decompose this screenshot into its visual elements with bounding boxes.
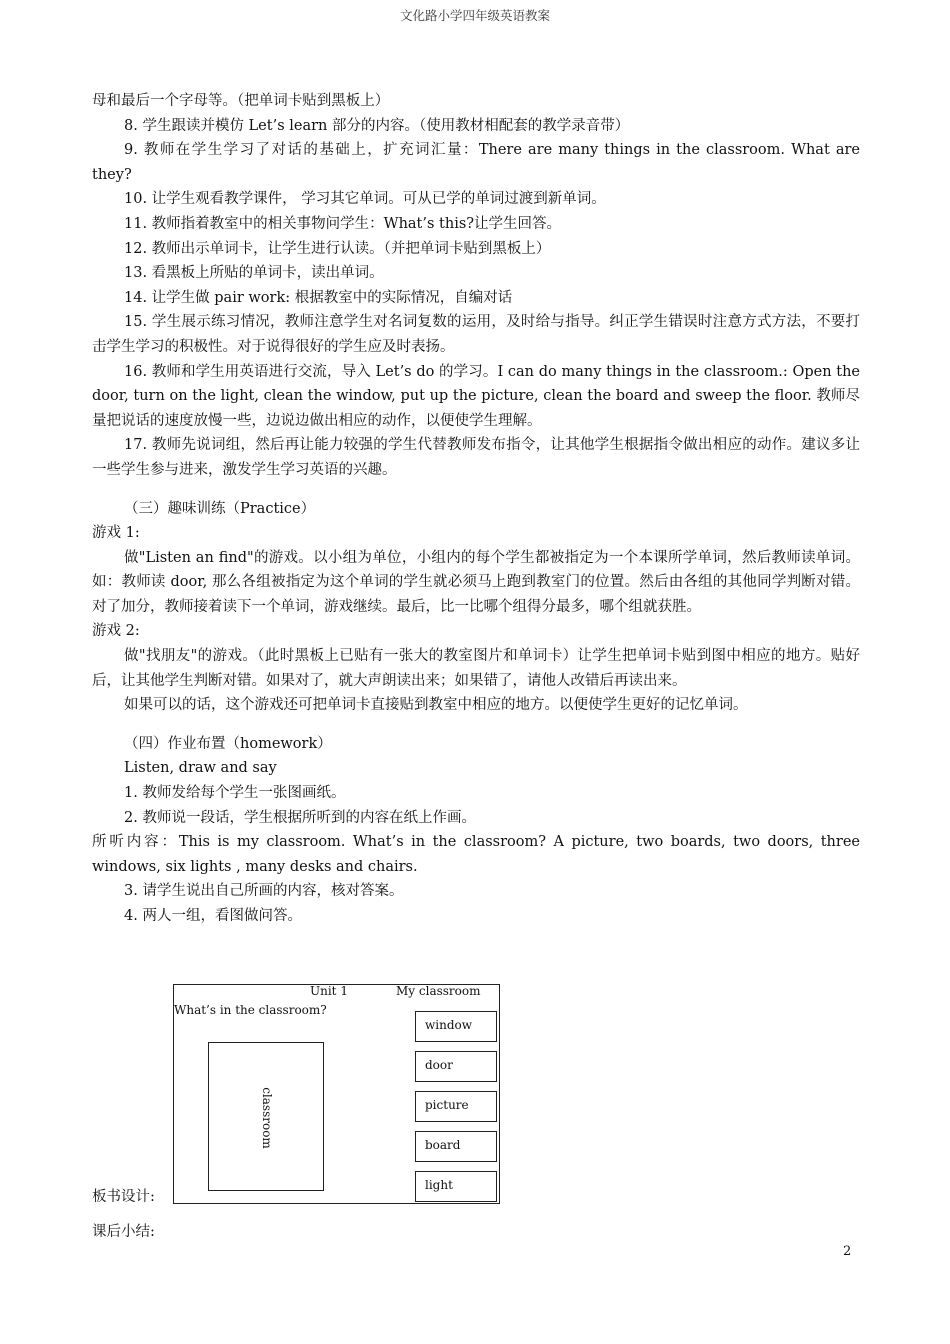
paragraph: 12. 教师出示单词卡，让学生进行认读。（并把单词卡贴到黑板上） bbox=[124, 240, 551, 257]
paragraph: 3. 请学生说出自己所画的内容，核对答案。 bbox=[124, 883, 404, 900]
word-card: board bbox=[415, 1131, 497, 1162]
diagram-question: What’s in the classroom? bbox=[174, 1003, 327, 1017]
spacer bbox=[92, 718, 860, 732]
paragraph: 1. 教师发给每个学生一张图画纸。 bbox=[124, 785, 346, 802]
word-card: door bbox=[415, 1051, 497, 1082]
paragraph: Listen, draw and say bbox=[124, 760, 277, 777]
after-class-summary-label: 课后小结: bbox=[92, 1224, 155, 1240]
section-heading-homework: （四）作业布置（homework） bbox=[124, 735, 332, 752]
paragraph: 8. 学生跟读并模仿 Let’s learn 部分的内容。（使用教材相配套的教学录音带） bbox=[124, 117, 630, 134]
paragraph: 9. 教师在学生学习了对话的基础上，扩充词汇量：There are many things in the classroom. What are they? bbox=[92, 142, 860, 183]
page-header: 文化路小学四年级英语教案 bbox=[399, 8, 550, 23]
paragraph: 做"找朋友"的游戏。（此时黑板上已贴有一张大的教室图片和单词卡）让学生把单词卡贴到图中相应的地方。贴好后，让其他学生判断对错。如果对了，就大声朗读出来；如果错了，请他人改错后再读出来。 bbox=[92, 648, 860, 689]
paragraph: 2. 教师说一段话，学生根据所听到的内容在纸上作画。 bbox=[124, 809, 476, 826]
paragraph: 如果可以的话，这个游戏还可把单词卡直接贴到教室中相应的地方。以便使学生更好的记忆单词。 bbox=[124, 697, 748, 714]
game-1-label: 游戏 1: bbox=[92, 525, 140, 542]
paragraph: 11. 教师指着教室中的相关事物问学生：What’s this?让学生回答。 bbox=[124, 215, 562, 232]
word-card: window bbox=[415, 1011, 497, 1042]
classroom-box bbox=[208, 1042, 324, 1191]
spacer bbox=[92, 483, 860, 497]
paragraph: 10. 让学生观看教学课件， 学习其它单词。可从已学的单词过渡到新单词。 bbox=[124, 191, 606, 208]
section-heading-practice: （三）趣味训练（Practice） bbox=[124, 500, 316, 517]
paragraph: 14. 让学生做 pair work: 根据教室中的实际情况，自编对话 bbox=[124, 289, 513, 306]
board-design-label: 板书设计: bbox=[92, 1189, 155, 1205]
word-card: picture bbox=[415, 1091, 497, 1122]
document-body bbox=[92, 89, 860, 929]
paragraph: 13. 看黑板上所贴的单词卡，读出单词。 bbox=[124, 265, 384, 282]
diagram-title: My classroom bbox=[396, 984, 481, 998]
paragraph: 17. 教师先说词组，然后再让能力较强的学生代替教师发布指令，让其他学生根据指令做出相应的动作。建议多让一些学生参与进来，激发学生学习英语的兴趣。 bbox=[92, 437, 860, 478]
word-card: light bbox=[415, 1171, 497, 1202]
paragraph: 所听内容：This is my classroom. What’s in the classroom? A picture, two boards, two doors, three windows, six lights , many desks and chairs. bbox=[92, 834, 860, 875]
blackboard-diagram bbox=[173, 984, 500, 1204]
paragraph: 4. 两人一组，看图做问答。 bbox=[124, 908, 302, 924]
diagram-unit: Unit 1 bbox=[310, 984, 348, 998]
paragraph: 16. 教师和学生用英语进行交流，导入 Let’s do 的学习。I can do many things in the classroom.: Open the door, turn on the light, clean the window, put up the picture, clean the board and sweep the floor. 教师尽量把说话的速度放慢一些，边说边做出相应的动作，以便使学生理解。 bbox=[92, 363, 860, 429]
classroom-label: classroom bbox=[260, 1087, 274, 1149]
paragraph: 15. 学生展示练习情况，教师注意学生对名词复数的运用，及时给与指导。纠正学生错误时注意方式方法，不要打击学生学习的积极性。对于说得很好的学生应及时表扬。 bbox=[92, 314, 860, 355]
paragraph: 母和最后一个字母等。（把单词卡贴到黑板上） bbox=[92, 93, 390, 109]
paragraph: 做"Listen an find"的游戏。以小组为单位，小组内的每个学生都被指定为一个本课所学单词，然后教师读单词。如：教师读 door, 那么各组被指定为这个单词的学生就必须马上跑到教室门的位置。然后由各组的其他同学判断对错。对了加分，教师接着读下一个单词，游戏继续。最后，比一比哪个组得分最多，哪个组就获胜。 bbox=[92, 549, 860, 615]
game-2-label: 游戏 2: bbox=[92, 623, 140, 640]
page-number: 2 bbox=[843, 1244, 852, 1259]
